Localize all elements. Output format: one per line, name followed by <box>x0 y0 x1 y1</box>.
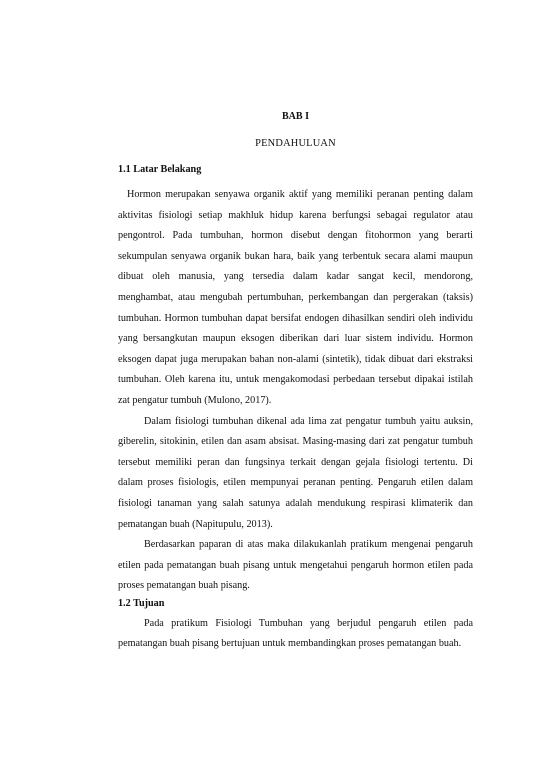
paragraph-fisiologi: Dalam fisiologi tumbuhan dikenal ada lima zat pengatur tumbuh yaitu auksin, giberelin, sitokinin, etilen dan asam absisat. Masing-masing dari zat pengatur tumbuh tersebut memiliki peran dan fungsinya terkait dengan gejala fisiologi tertentu. Di dalam proses fisiologis, etilen mempunyai peranan penting. Pengaruh etilen dalam fisiologi tanaman yang salah satunya adalah mendukung respirasi klimaterik dan pematangan buah (Napitupulu, 2013). <box>118 415 473 530</box>
section-tujuan <box>118 597 473 655</box>
section-heading-tujuan: 1.2 Tujuan <box>118 597 165 609</box>
section-heading-latar-belakang: 1.1 Latar Belakang <box>118 164 202 175</box>
paragraph-hormon: Hormon merupakan senyawa organik aktif yang memiliki peranan penting dalam aktivitas fisiologi setiap makhluk hidup karena berfungsi sebagai regulator atau pengontrol. Pada tumbuhan, hormon disebut dengan fitohormon yang berarti sekumpulan senyawa organik bukan hara, baik yang terbentuk secara alami maupun dibuat oleh manusia, yang tersedia dalam kadar sangat kecil, mendorong, menghambat, atau mengubah pertumbuhan, perkembangan dan pergerakan (taksis) tumbuhan. Hormon tumbuhan dapat bersifat endogen dihasilkan sendiri oleh individu yang bersangkutan maupun eksogen diberikan dari luar sistem individu. Hormon eksogen dapat juga merupakan bahan non-alami (sintetik), tidak dibuat dari ekstraksi tumbuhan. Oleh karena itu, untuk mengakomodasi perbedaan tersebut dipakai istilah zat pengatur tumbuh (Mulono, 2017). <box>118 189 473 406</box>
paragraph-tujuan: Pada pratikum Fisiologi Tumbuhan yang berjudul pengaruh etilen pada pematangan buah pisang bertujuan untuk membandingkan proses pematangan buah. <box>118 617 473 650</box>
chapter-label: BAB I <box>282 111 309 122</box>
paragraph-paparan: Berdasarkan paparan di atas maka dilakukanlah pratikum mengenai pengaruh etilen pada pematangan buah pisang untuk mengetahui pengaruh hormon etilen pada proses pematangan buah pisang. <box>118 539 473 592</box>
section-latar-belakang <box>118 163 473 597</box>
page-content <box>118 110 473 655</box>
chapter-title: PENDAHULUAN <box>255 138 336 149</box>
